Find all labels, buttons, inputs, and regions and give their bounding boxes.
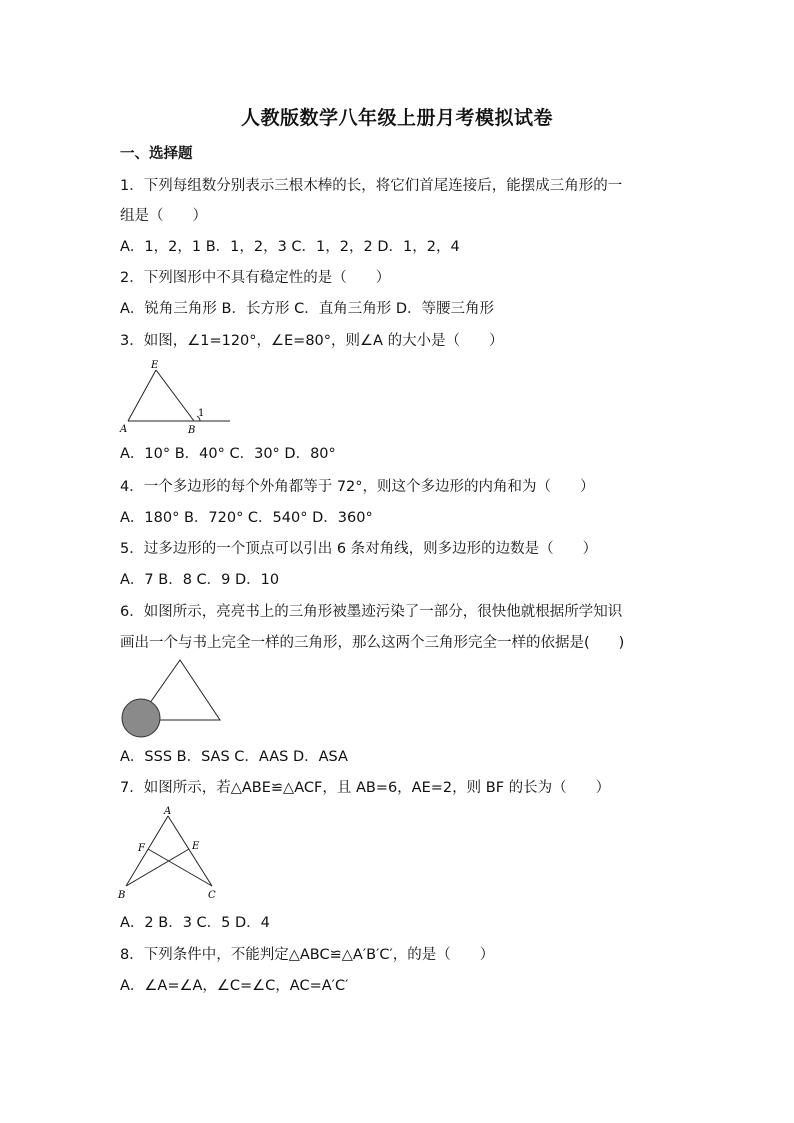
q2-options: A．锐角三角形 B．长方形 C．直角三角形 D．等腰三角形 bbox=[120, 301, 494, 317]
q5-options: A．7 B．8 C．9 D．10 bbox=[120, 572, 280, 588]
q7-label-c: C bbox=[208, 890, 216, 901]
q7-stem: 7．如图所示，若△ABE≌△ACF，且 AB=6，AE=2，则 BF 的长为（ ） bbox=[120, 780, 611, 796]
q7-side-ac bbox=[168, 816, 212, 886]
q3-label-e: E bbox=[151, 360, 159, 371]
q7-label-f: F bbox=[138, 843, 145, 854]
q3-side-eb bbox=[156, 370, 194, 421]
q4-stem: 4．一个多边形的每个外角都等于 72°，则这个多边形的内角和为（ ） bbox=[120, 479, 595, 495]
q3-label-b: B bbox=[188, 425, 196, 436]
q6-ink-triangle-figure bbox=[118, 658, 226, 740]
q4-options: A．180° B．720° C．540° D．360° bbox=[120, 510, 373, 526]
q7-label-a: A bbox=[164, 806, 172, 817]
q1-options: A．1，2，1 B．1，2，3 C．1，2，2 D．1，2，4 bbox=[120, 239, 460, 255]
q1-stem-line2: 组是（ ） bbox=[120, 208, 207, 224]
q7-options: A．2 B．3 C．5 D．4 bbox=[120, 915, 270, 931]
q8-option-a: A．∠A=∠A，∠C=∠C，AC=A′C′ bbox=[120, 978, 349, 994]
q1-stem-line1: 1．下列每组数分别表示三根木棒的长，将它们首尾连接后，能摆成三角形的一 bbox=[120, 178, 623, 194]
page-title: 人教版数学八年级上册月考模拟试卷 bbox=[240, 107, 553, 129]
q3-label-a: A bbox=[120, 424, 128, 435]
q7-congruent-figure bbox=[116, 806, 224, 902]
q3-side-ae bbox=[128, 370, 156, 421]
q7-label-b: B bbox=[118, 890, 126, 901]
q3-options: A．10° B．40° C．30° D．80° bbox=[120, 446, 336, 462]
q3-stem: 3．如图，∠1=120°，∠E=80°，则∠A 的大小是（ ） bbox=[120, 333, 504, 349]
q7-side-ab bbox=[126, 816, 168, 886]
q8-stem: 8．下列条件中，不能判定△ABC≌△A′B′C′，的是（ ） bbox=[120, 947, 495, 963]
q5-stem: 5．过多边形的一个顶点可以引出 6 条对角线，则多边形的边数是（ ） bbox=[120, 541, 598, 557]
q6-stem-line2: 画出一个与书上完全一样的三角形，那么这两个三角形完全一样的依据是( ) bbox=[120, 635, 625, 651]
q6-stem-line1: 6．如图所示，亮亮书上的三角形被墨迹污染了一部分，很快他就根据所学知识 bbox=[120, 604, 623, 620]
q3-label-angle: 1 bbox=[198, 408, 205, 419]
q2-stem: 2．下列图形中不具有稳定性的是（ ） bbox=[120, 270, 391, 286]
q6-options: A．SSS B．SAS C．AAS D．ASA bbox=[120, 749, 348, 765]
q3-triangle-figure bbox=[118, 358, 236, 436]
section-heading: 一、选择题 bbox=[120, 146, 193, 162]
q7-label-e: E bbox=[192, 841, 200, 852]
ink-blot bbox=[122, 699, 160, 737]
